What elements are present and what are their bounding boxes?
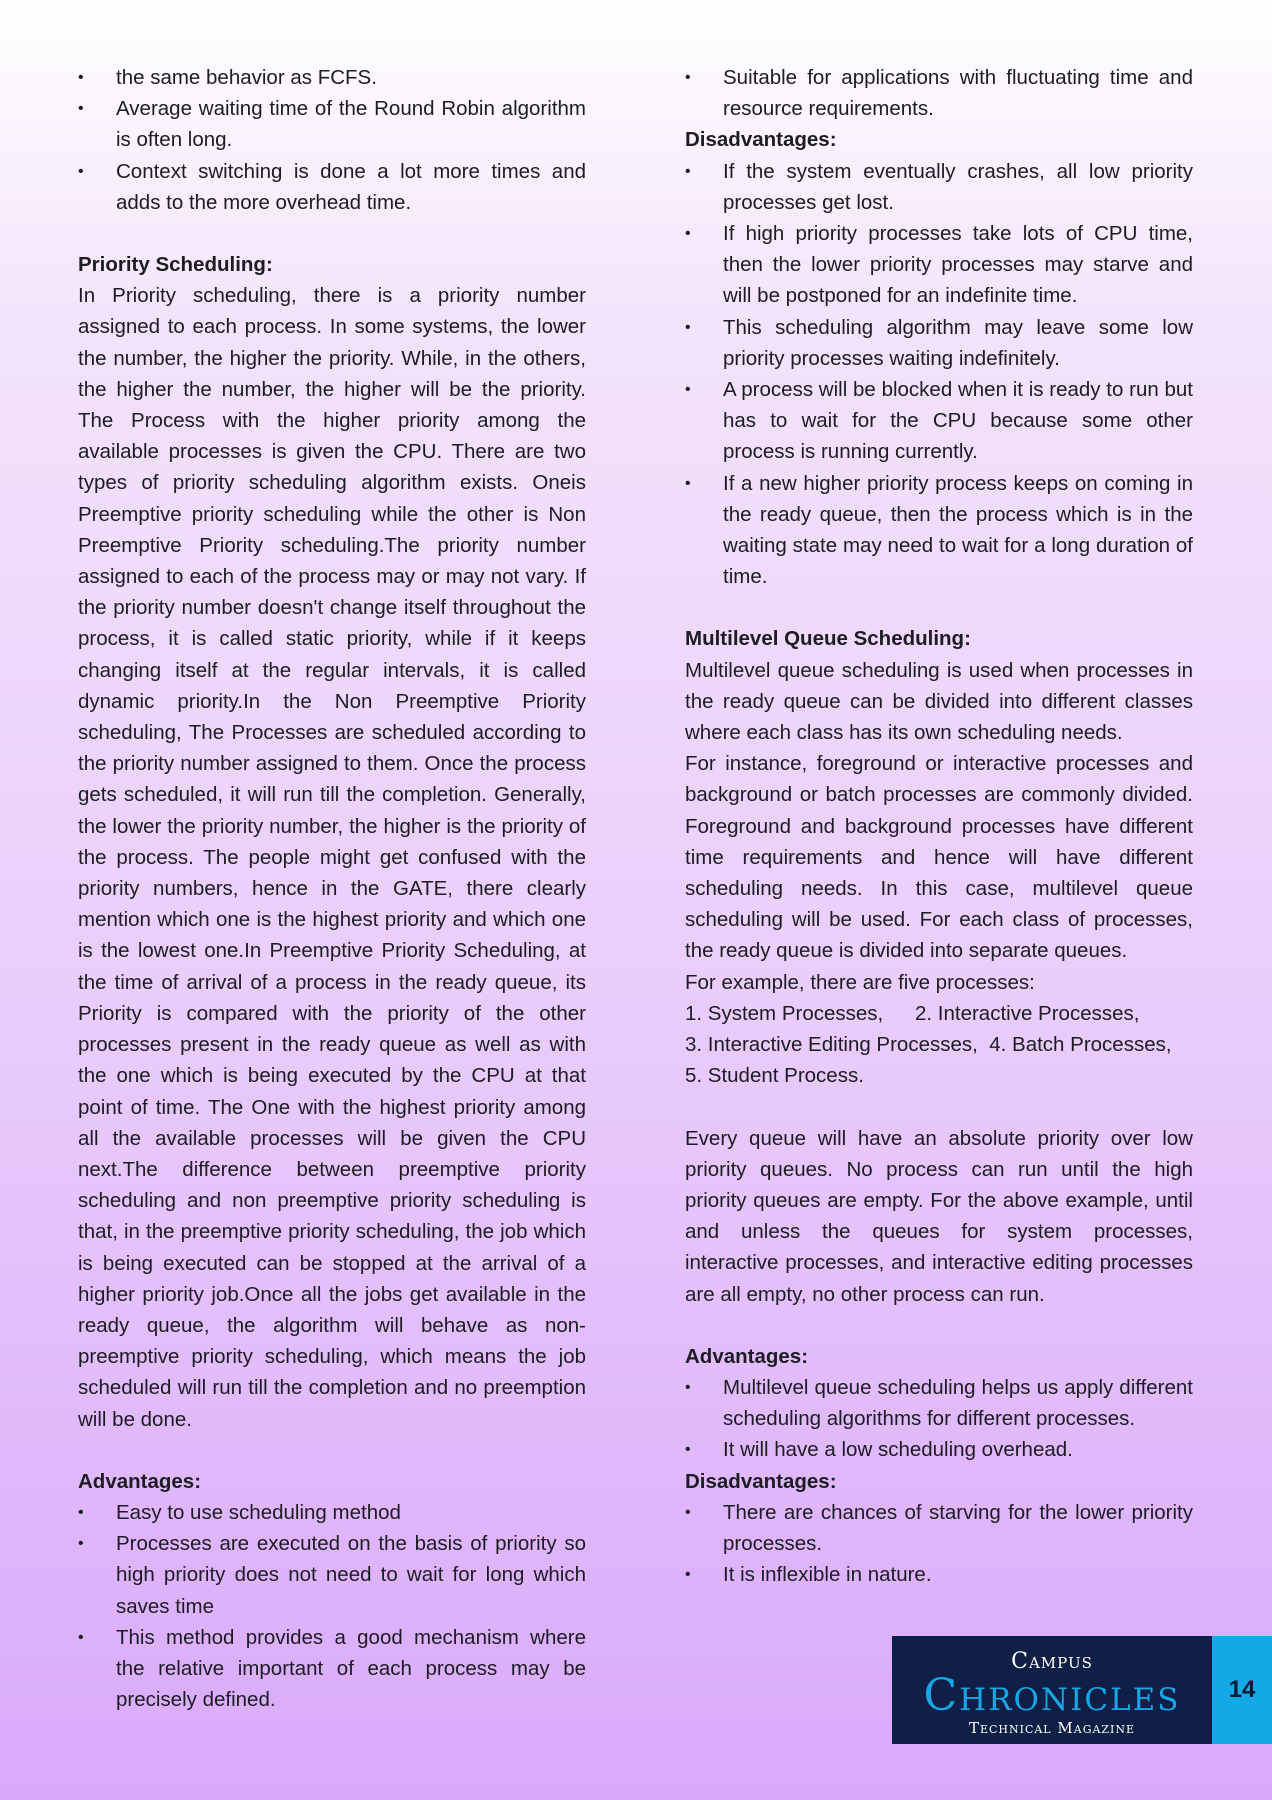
list-item: • This method provides a good mechanism where the relative important of each process may be precisely defined. xyxy=(78,1622,586,1716)
multilevel-queue-paragraph-3: For example, there are five processes: xyxy=(685,970,1035,994)
disadvantages-heading: Disadvantages: xyxy=(685,128,837,152)
example-item: 5. Student Process. xyxy=(685,1064,864,1088)
advantages-list xyxy=(685,1372,1193,1466)
list-item: • the same behavior as FCFS. xyxy=(78,62,586,93)
multilevel-queue-paragraph-2: For instance, foreground or interactive processes and background or batch processes are commonly divided. Foreground and background processes have different time requirements and hence will have different scheduling needs. In this case, multilevel queue scheduling will be used. For each class of processes, the ready queue is divided into separate queues. xyxy=(685,752,1193,963)
list-item: • This scheduling algorithm may leave some low priority processes waiting indefinitely. xyxy=(685,312,1193,374)
list-item: • If the system eventually crashes, all low priority processes get lost. xyxy=(685,156,1193,218)
list-item: • Processes are executed on the basis of priority so high priority does not need to wait for long which saves time xyxy=(78,1528,586,1622)
multilevel-queue-heading: Multilevel Queue Scheduling: xyxy=(685,627,971,651)
logo-top-text: Campus xyxy=(1011,1649,1093,1674)
example-item: 4. Batch Processes, xyxy=(989,1033,1172,1057)
page-number: 14 xyxy=(1212,1636,1272,1744)
right-column xyxy=(685,62,1193,1590)
left-column xyxy=(78,62,586,1715)
example-item: 1. System Processes, xyxy=(685,1001,884,1025)
priority-scheduling-heading: Priority Scheduling: xyxy=(78,253,273,277)
list-item: • Multilevel queue scheduling helps us apply different scheduling algorithms for different processes. xyxy=(685,1372,1193,1434)
list-item: • It will have a low scheduling overhead. xyxy=(685,1434,1193,1465)
intro-bullet-list xyxy=(78,62,586,218)
advantages-list xyxy=(78,1497,586,1715)
list-item: • If high priority processes take lots of CPU time, then the lower priority processes may starve and will be postponed for an indefinite time. xyxy=(685,218,1193,312)
list-item: • It is inflexible in nature. xyxy=(685,1559,1193,1590)
list-item: • Suitable for applications with fluctuating time and resource requirements. xyxy=(685,62,1193,124)
top-bullet-list xyxy=(685,62,1193,124)
disadvantages-list xyxy=(685,1497,1193,1591)
example-item: 2. Interactive Processes, xyxy=(915,1001,1140,1025)
list-item: • Context switching is done a lot more times and adds to the more overhead time. xyxy=(78,156,586,218)
example-item: 3. Interactive Editing Processes, xyxy=(685,1033,978,1057)
advantages-heading: Advantages: xyxy=(78,1469,202,1493)
disadvantages-list xyxy=(685,156,1193,593)
list-item: • Average waiting time of the Round Robin algorithm is often long. xyxy=(78,93,586,155)
list-item: • There are chances of starving for the lower priority processes. xyxy=(685,1497,1193,1559)
advantages-heading: Advantages: xyxy=(685,1344,809,1368)
list-item: • If a new higher priority process keeps on coming in the ready queue, then the process which is in the waiting state may need to wait for a long duration of time. xyxy=(685,468,1193,593)
list-item: • Easy to use scheduling method xyxy=(78,1497,586,1528)
multilevel-queue-paragraph-4: Every queue will have an absolute priority over low priority queues. No process can run until the high priority queues are empty. For the above example, until and unless the queues for system processes, interactive processes, and interactive editing processes are all empty, no other process can run. xyxy=(685,1126,1193,1306)
multilevel-queue-paragraph-1: Multilevel queue scheduling is used when processes in the ready queue can be divided into different classes where each class has its own scheduling needs. xyxy=(685,658,1193,745)
list-item: • A process will be blocked when it is ready to run but has to wait for the CPU because some other process is running currently. xyxy=(685,374,1193,468)
logo-main-text: Chronicles xyxy=(923,1670,1181,1721)
magazine-logo xyxy=(892,1636,1212,1744)
priority-scheduling-body: In Priority scheduling, there is a priority number assigned to each process. In some systems, the lower the number, the higher the priority. While, in the others, the higher the number, the higher will be the priority. The Process with the higher priority among the available processes is given the CPU. There are two types of priority scheduling algorithm exists. Oneis Preemptive priority scheduling while the other is Non Preemptive Priority scheduling.The priority number assigned to each of the process may or may not vary. If the priority number doesn't change itself throughout the process, it is called static priority, while if it keeps changing itself at the regular intervals, it is called dynamic priority.In the Non Preemptive Priority scheduling, The Processes are scheduled according to the priority number assigned to them. Once the process gets scheduled, it will run till the completion. Generally, the lower the priority number, the higher is the priority of the process. The people might get confused with the priority numbers, hence in the GATE, there clearly mention which one is the highest priority and which one is the lowest one.In Preemptive Priority Scheduling, at the time of arrival of a process in the ready queue, its Priority is compared with the priority of the other processes present in the ready queue as well as with the one which is being executed by the CPU at that point of time. The One with the highest priority among all the available processes will be given the CPU next.The difference between preemptive priority scheduling and non preemptive priority scheduling is that, in the preemptive priority scheduling, the job which is being executed can be stopped at the arrival of a higher priority job.Once all the jobs get available in the ready queue, the algorithm will behave as non-preemptive priority scheduling, which means the job scheduled will run till the completion and no preemption will be done. xyxy=(78,284,586,1431)
disadvantages-heading: Disadvantages: xyxy=(685,1469,837,1493)
logo-subtitle: Technical Magazine xyxy=(968,1719,1136,1737)
process-examples xyxy=(685,998,1193,1092)
